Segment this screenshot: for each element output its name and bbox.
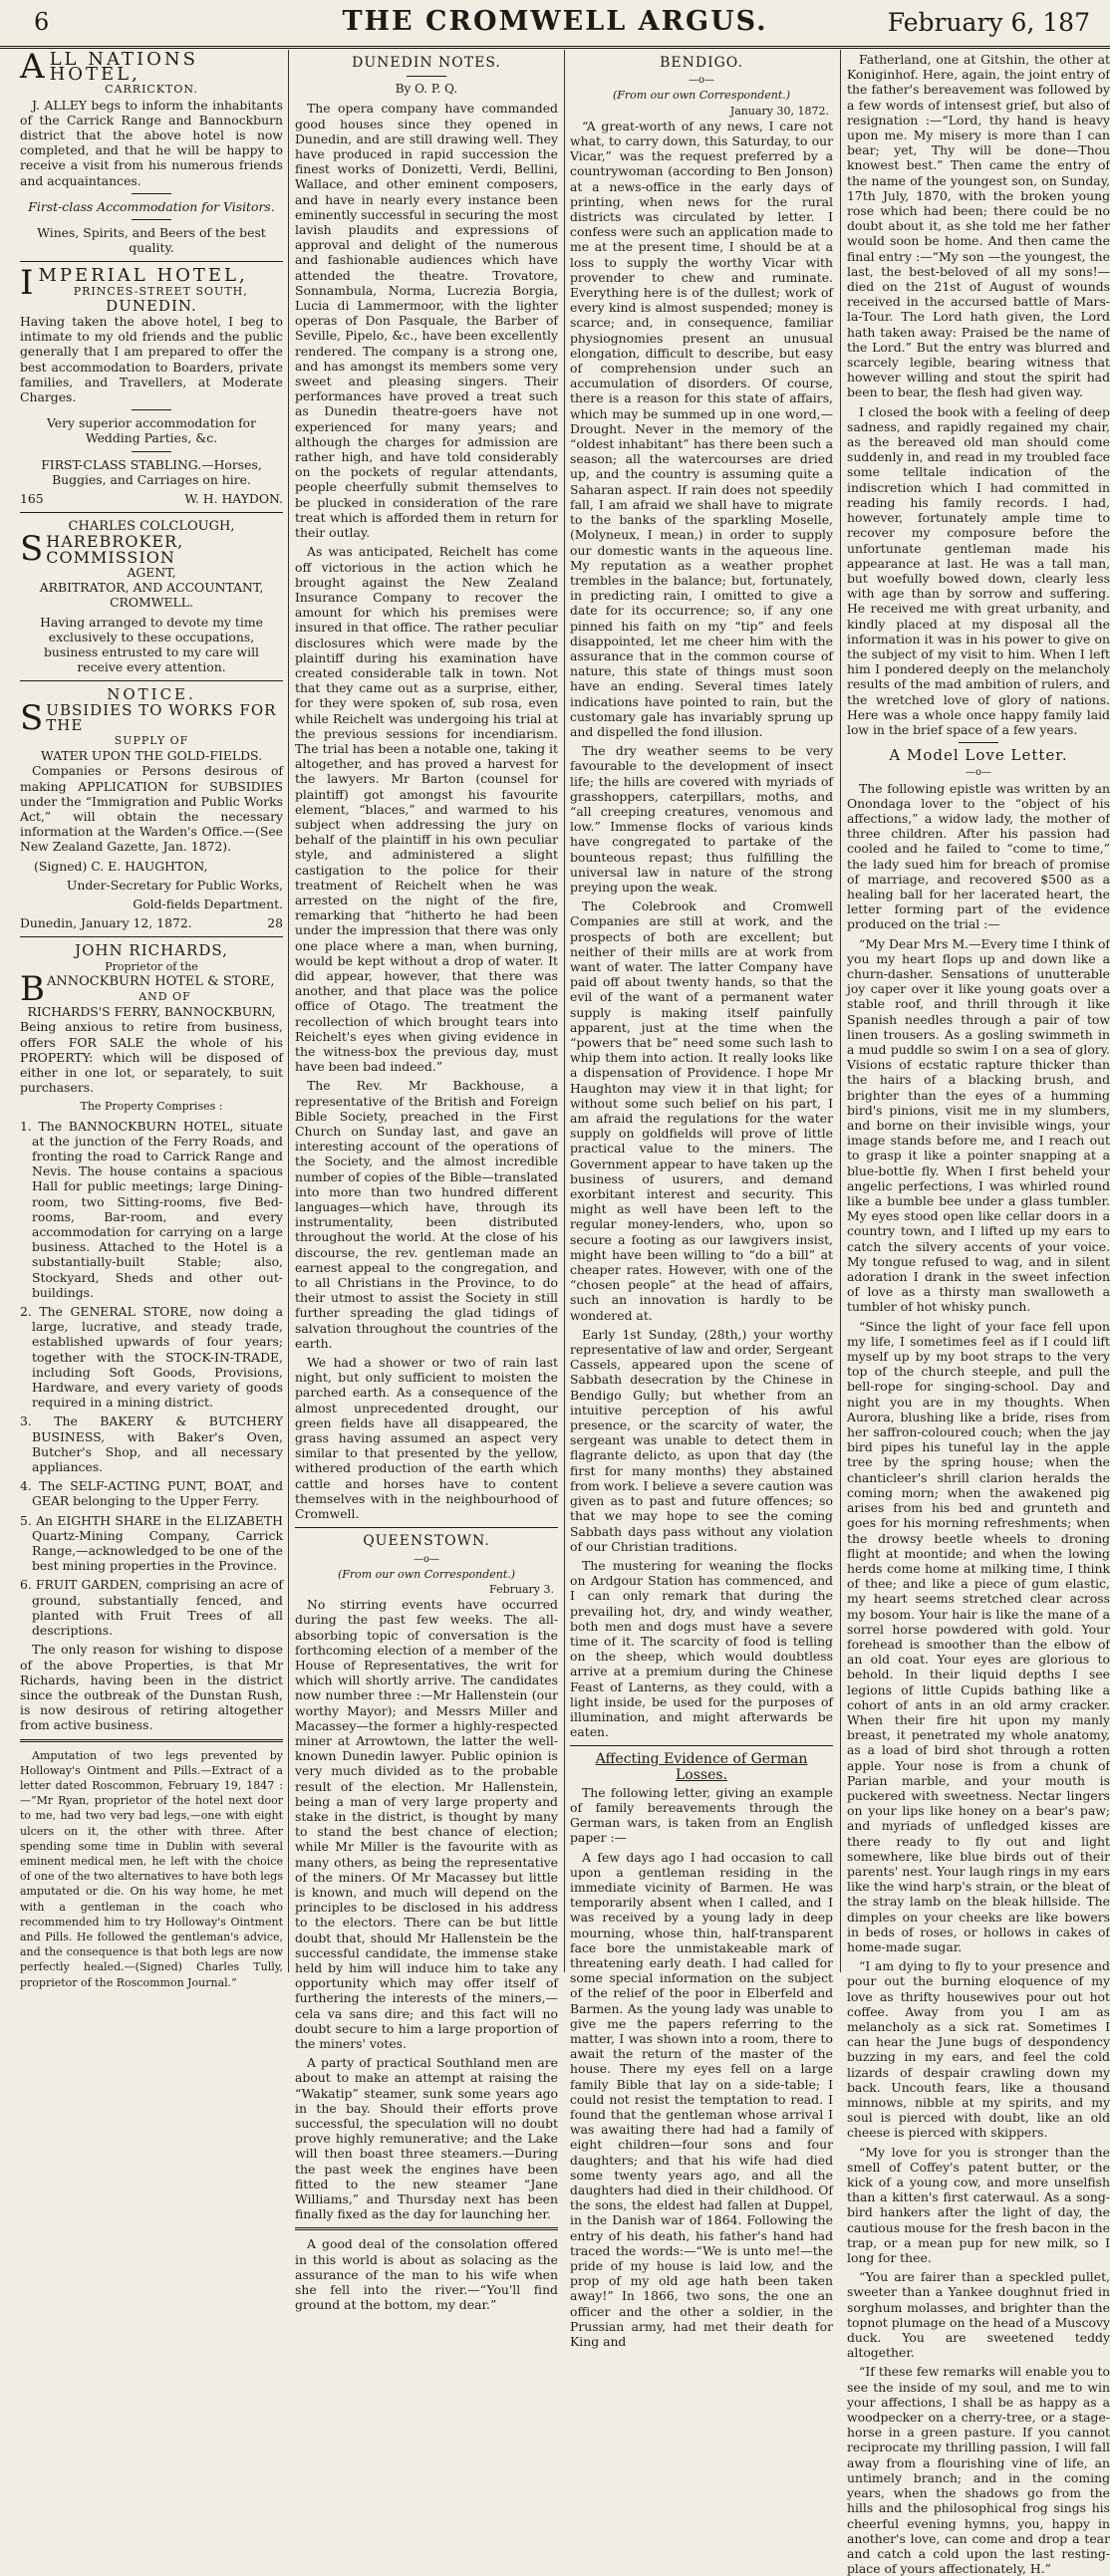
ornament: —o— (413, 1553, 440, 1565)
paragraph: “If these few remarks will enable you to see the inside of my soul, and me to win your affections, I shall be as happy as a woodpecker on a cherry-tree, or a stage-horse in a green pasture. If you cannot reciprocate my thrilling passion, I will fall away from a flourishing vine of life, an untimely branch; and in the coming years, when the shadows go from the hills and the philosophical frog sings his cheerful evening hymns, you, happy in another's love, can come and drop a tear and catch a cold upon the last resting-place of yours affectionately, H.” (847, 2364, 1110, 2576)
article-date: February 3. (489, 1582, 554, 1596)
ad-colclough (20, 519, 283, 674)
dropcap: A (20, 47, 48, 87)
newspaper-title: THE CROMWELL ARGUS. (342, 6, 768, 37)
dropcap: I (20, 263, 37, 304)
article-body (570, 1785, 833, 2350)
ad-body: Having taken the above hotel, I beg to intimate to my old friends and the public generally that I am prepared to offer the best accommodation to Boarders, private families, and Travellers, at Moderate Charges. (20, 314, 283, 405)
column-rule (840, 50, 841, 1972)
property-list-item: 2. The GENERAL STORE, now doing a large, lucrative, and steady trade, established upwards of four years; together with the STOCK-IN-TRADE, including Soft Goods, Provisions, Hardware, and every variety of goods required in a mining district. (20, 1304, 283, 1411)
paragraph: As was anticipated, Reichelt has come off victorious in the action which he brought against the New Zealand Insurance Company to recover the amount for which his premises were insured in that office. The rather peculiar disclosures which were made by the plaintiff during his examination have created considerable talk in town. Not that they came out as a surprise, either, for they were spoken of, sub rosa, even while Reichelt was undergoing his trial at the previous sessions for incendiarism. The trial has been a notable one, taking it altogether, and has proved a harvest for the lawyers. Mr Barton (counsel for plaintiff) got amongst his favourite element, “blaces,” and warmed to his subject when addressing the jury on behalf of the plaintiff in his own peculiar style, and administered a slight castigation to the police for their treatment of Reichelt when he was arrested on the night of the fire, remarking that “hitherto he had been under the impression that there was only one place where a man, when burning, would be kept without a drop of water. It did appear, however, that there was another, and that place was the police office of Otago. The treatment the recollection of which brought tears into Reichelt's eyes when giving evidence in the witness-box the previous day, must have been bad indeed.” (295, 544, 558, 1075)
article-heading: A Model Love Letter. (889, 746, 1068, 765)
ad-ferry: RICHARDS'S FERRY, BANNOCKBURN, (27, 1004, 276, 1020)
paragraph: Fatherland, one at Gitshin, the other at Koniginhof. Here, again, the joint entry of the father's bereavement was followed by a few words of intensest grief, but also of resignation :—“Lord, thy hand is heavy upon me. My misery is more than I can bear; yet, Thy will be done—Thou knowest best.” Then came the entry of the name of the youngest son, on Sunday, 17th July, 1870, with the broken young rose which had been; there could be no doubt about it, as she told me her father would soon be home. And then came the final entry :—“My son —the youngest, the last, the best-beloved of all my sons!—died on the 21st of August of wounds received in the accursed battle of Mars-la-Tour. The Lord hath given, the Lord hath taken away: Praised be the name of the Lord.” But the entry was blurred and scarcely legible, bearing witness that however willing and stout the spirit had been to bear, the flesh had given way. (847, 52, 1110, 400)
ad-location: CARRICKTON. (105, 83, 198, 97)
ad-stabling: FIRST-CLASS STABLING.—Horses, Buggies, and Carriages on hire. (41, 456, 262, 487)
property-list-item: 3. The BAKERY & BUTCHERY BUSINESS, with Baker's Oven, Butcher's Shop, and all necessary appliances. (20, 1414, 283, 1475)
article-body (847, 52, 1110, 737)
paragraph: The following epistle was written by an Onondaga lover to the “object of his affections,” a widow lady, the mother of three children. After his passion had cooled and he failed to “come to time,” the lady sued him for breach of promise of marriage, and recovered $500 as a healing ball for her lacerated heart, the letter forming part of the evidence produced on the trial :— (847, 780, 1110, 932)
ad-title: ANNOCKBURN HOTEL & STORE, (47, 973, 275, 989)
notice-role: Under-Secretary for Public Works, (66, 877, 283, 893)
divider (132, 409, 171, 410)
ornament: —o— (688, 75, 715, 87)
divider (295, 1527, 558, 1528)
paragraph: “Since the light of your face fell upon my life, I sometimes feel as if I could lift myself up by my boot straps to the very top of the church steeple, and pull the bell-rope for singing-school. Day and night you are in my thoughts. When Aurora, blushing like a bride, rises from her saffron-coloured couch; when the jay bird pipes his tuneful lay in the apple tree by the spring house; when the chanticleer's shrill clarion heralds the coming morn; when the awakened pig arises from his bed and grunteth and goes for his morning refreshments; when the drowsy beetle wheels to droning flight at moontide; and when the lowing herds come home at milking time, I think of thee; and like a piece of gum elastic, my heart seems stretched clear across my bosom. Your hair is like the mane of a sorrel horse powdered with gold. Your forehead is smoother than the elbow of an old coat. Your eyes are glorious to behold. In their liquid depths I see legions of little Cupids bathing like a cohort of ants in an old army cracker. When their fire hit upon my manly breast, it penetrated my whole anatomy, as a load of bird shot through a rotten apple. Your nose is from a chunk of Parian marble, and your mouth is puckered with sweetness. Nectar lingers on your lips like honey on a bear's paw; and myriads of unfledged kisses are there ready to fly out and light somewhere, like blue birds out of their parents' nest. Your laugh rings in my ears like the wind harp's strain, or the bleat of the stray lamb on the bleak hillside. The dimples on your cheeks are like bowers in beds of roses, or hollows in cakes of home-made sugar. (847, 1318, 1110, 1954)
divider (570, 1745, 833, 1746)
paragraph: The mustering for weaning the flocks on Ardgour Station has commenced, and I can only remark that during the prevailing hot, dry, and windy weather, both men and dogs must have a severe time of it. The scarcity of food is telling on the sheep, which would doubtless arrive at a premium during the Chinese Feast of Lanterns, as they could, with a light inside, be used for the purposes of illumination, and might afterwards be eaten. (570, 1557, 833, 1740)
dropcap: S (20, 697, 45, 738)
article-correspondent: (From our own Correspondent.) (337, 1567, 516, 1581)
divider (295, 2227, 558, 2230)
closing-anecdote: A good deal of the consolation offered in this world is about as solacing as the assurance of the man to his wife when she fell into the river.—“You'll find ground at the bottom, my dear.” (295, 2236, 558, 2313)
divider (132, 451, 171, 452)
article-correspondent: (From our own Correspondent.) (612, 89, 791, 103)
divider (20, 261, 283, 262)
notice-number: 28 (267, 915, 283, 931)
paragraph: A few days ago I had occasion to call upon a gentleman residing in the immediate vicinity of Barmen. He was temporarily absent when I called, and I was received by a young lady in deep mourning, whose thin, half-transparent face bore the unmistakeable mark of threatening early death. I had called for some special information on the subject of the relief of the poor in Elberfeld and Barmen. As the young lady was unable to give me the papers referring to the matter, I was shown into a room, there to await the return of the master of the house. There my eyes fell on a large family Bible that lay on a side-table; I could not resist the temptation to read. I found that the gentleman whose arrival I was awaiting there had had a family of eight children—four sons and four daughters; and that his wife had died some twenty years ago, and all the daughters had died in their childhood. Of the sons, the eldest had fallen at Duppel, in the Danish war of 1864. Following the entry of his death, his father's hand had traced the words:—“We is unto me!—the pride of my house is laid low, and the prop of my old age hath been taken away!” In 1866, two sons, the one an officer and the other a soldier, in the Prussian army, had met their death for King and (570, 1849, 833, 2350)
ad-accommodation: Very superior accommodation for Wedding Parties, &c. (46, 415, 257, 446)
article-body (295, 101, 558, 1521)
notice-title: UBSIDIES TO WORKS FOR THE (46, 700, 277, 734)
ad-body: Being anxious to retire from business, offers FOR SALE the whole of his PROPERTY: which will be disposed of either in one lot, or separately, to suit purchasers. (20, 1019, 283, 1096)
ad-title: LL NATIONS HOTEL, (49, 49, 198, 86)
divider (132, 193, 171, 194)
ad-number: 165 (20, 491, 44, 507)
ad-proprietor: Proprietor of the (105, 959, 198, 973)
notice-sub: WATER UPON THE GOLD-FIELDS. (40, 748, 263, 764)
divider (20, 1739, 283, 1742)
article-body (847, 781, 1110, 2576)
divider (407, 76, 446, 77)
ad-city: DUNEDIN. (106, 296, 197, 315)
column-bendigo (570, 52, 833, 2350)
ad-slogan: First-class Accommodation for Visitors. (28, 198, 275, 214)
masthead (0, 0, 1110, 49)
ad-body: J. ALLEY begs to inform the inhabitants of the Carrick Range and Bannockburn district that the above hotel is now completed, and that he will be happy to receive a visit from his numerous friends and acquaintances. (20, 97, 283, 188)
paragraph: “You are fairer than a speckled pullet, sweeter than a Yankee doughnut fried in sorghum molasses, and brighter than the topnot plumage on the head of a Muscovy duck. You are sweetened teddy altogether. (847, 2269, 1110, 2361)
paragraph: “I am dying to fly to your presence and pour out the burning eloquence of my love as thrifty housewives pour out hot coffee. Away from you I am as melancholy as a sick rat. Sometimes I can hear the June bugs of despondency buzzing in my ears, and feel the cold lizards of despair crawling down my back. Uncouth fears, like a thousand minnows, nibble at my spirits, and my soul is pierced with doubt, like an old cheese is pierced with skippers. (847, 1958, 1110, 2141)
column-rule (564, 50, 565, 1972)
ad-name: JOHN RICHARDS, (75, 941, 228, 960)
ad-and: AND OF (139, 989, 191, 1003)
page-number: 6 (34, 8, 50, 36)
paragraph: The following letter, giving an example of family bereavements through the German wars, is taken from an English paper :— (570, 1784, 833, 1846)
paragraph: A party of practical Southland men are about to make an attempt at raising the “Wakatip” steamer, sunk some years ago in the bay. Should their efforts prove successful, the speculation will no doubt prove highly remunerative; and the Lake will then boast three steamers.—During the past week the engines have been fitted to the new steamer “Jane Williams,” and Thursday next has been finally fixed as the day for launching her. (295, 2055, 558, 2222)
ad-all-nations-hotel (20, 47, 283, 256)
article-heading: DUNEDIN NOTES. (352, 55, 501, 71)
column-rule (288, 50, 289, 1972)
ad-town: CROMWELL. (110, 595, 193, 611)
article-date: January 30, 1872. (729, 104, 829, 118)
article-heading: BENDIGO. (660, 55, 743, 71)
ad-john-richards (20, 943, 283, 1732)
paragraph: “A great-worth of any news, I care not what, to carry down, this Saturday, to our Vicar,” was the request preferred by a countrywoman (according to Ben Jonson) at a news-office in the early days of printing, when news for the rural districts was circulated by letter. I confess were such an application made to me at the present time, I should be at a loss to supply the worthy Vicar with provender to chew and ruminate. Everything here is of the dullest; work of every kind is almost suspended; money is scarce; and, in consequence, familiar physiognomies present an unusual elongation, difficult to describe, but easy of comprehension under such an accumulation of disorders. Of course, there is a reason for this state of affairs, which may be summed up in one word,—Drought. Never in the memory of the “oldest inhabitant” has there been such a season; all the watercourses are dried up, and the country is assuming quite a Saharan aspect. If rain does not speedily fall, I am afraid we shall have to migrate to the banks of the sparkling Moselle, (Molyneux, I mean,) in order to supply our domestic wants in the aqueous line. My reputation as a weather prophet trembles in the balance; but, fortunately, in predicting rain, I omitted to give a date for its occurrence; so, if any one pinned his faith on my “tip” and feels disappointed, let me cheer him with the assurance that in the common course of nature, this state of things must soon have an ending. Several times lately indications have pointed to rain, but the customary gale has invariably sprung up and dispelled the fond illusion. (570, 118, 833, 739)
property-list-item: 6. FRUIT GARDEN, comprising an acre of ground, substantially fenced, and planted with Fruit Trees of all descriptions. (20, 1577, 283, 1639)
ad-role: AGENT, (127, 564, 176, 580)
dropcap: B (20, 968, 45, 1009)
article-heading: QUEENSTOWN. (363, 1533, 490, 1550)
ad-title: MPERIAL HOTEL, (38, 265, 248, 287)
column-continued (847, 52, 1110, 2576)
article-heading: Affecting Evidence of German Losses. (595, 1751, 808, 1783)
column-advertisements (20, 47, 283, 1989)
paragraph: No stirring events have occurred during the past few weeks. The all-absorbing topic of conversation is the forthcoming election of a member of the House of Representatives, the writ for which will shortly arrive. The candidates now number three :—Mr Hallenstein (our worthy Mayor); and Messrs Miller and Macassey—the former a highly-respected miner at Arrowtown, the latter the well-known Dunedin lawyer. Public opinion is very much divided as to the probable result of the election. Mr Hallenstein, being a man of very large property and stake in the district, is thought by many to stand the best chance of election; while Mr Miller is the favourite with as many others, as being the representative of the miners. Of Mr Macassey but little is known, and much will depend on the principles to be disclosed in his address to the electors. There can be but little doubt that, should Mr Hallenstein be the successful candidate, the immense stake held by him will induce him to take any opportunity which may offer itself of furthering the interests of the miners,—cela va sans dire; and this fact will no doubt secure to him a large proportion of the miners' votes. (295, 1597, 558, 2051)
ad-body: Having arranged to devote my time exclusively to these occupations, business entrusted to my care will receive every attention. (40, 614, 263, 675)
notice-sub: SUPPLY OF (114, 733, 189, 747)
property-list-heading: The Property Comprises : (80, 1100, 223, 1114)
notice-body: Companies or Persons desirous of making APPLICATION for SUBSIDIES under the “Immigration and Public Works Act,” will obtain the necessary information at the Warden's Office.—(See New Zealand Gazette, Jan. 1872). (20, 763, 283, 855)
article-byline: By O. P. Q. (395, 82, 458, 97)
ad-role: ARBITRATOR, AND ACCOUNTANT, (39, 580, 264, 596)
notice-subsidies (20, 687, 283, 930)
paragraph: I closed the book with a feeling of deep sadness, and rapidly regained my chair, as the bereaved old man should come suddenly in, and read in my troubled face some telltale indication of the indiscretion which I had committed in reading his family records. I had, however, fortunately ample time to recover my composure before the unfortunate gentleman made his appearance at last. He was a tall man, but woefully bowed down, clearly less with age than by sorrow and suffering. He received me with great urbanity, and kindly placed at my disposal all the information it was in his power to give on the subject of my visit to him. When I left him I pondered deeply on the melancholy results of the mad ambition of rulers, and the wretched love of glory of nations. Here was a whole once happy family laid low in the brief space of a few years. (847, 403, 1110, 737)
ad-location: PRINCES-STREET SOUTH, (73, 284, 248, 298)
paragraph: Early 1st Sunday, (28th,) your worthy representative of law and order, Sergeant Cassels, appeared upon the scene of Sabbath desecration by the Chinese in Bendigo Gully; but whether from an intuitive perception of his awful presence, or the scarcity of water, the sergeant was unable to detect them in flagrante delicto, as upon that day (the first for many months) they abstained from work. I believe a severe caution was given as to past and future offences; so that we may hope to see the coming Sabbath days pass without any violation of our Christian traditions. (570, 1326, 833, 1554)
notice-heading: NOTICE. (107, 685, 196, 704)
column-dunedin-notes (295, 52, 558, 2313)
dropcap: S (20, 529, 45, 570)
paragraph: The Rev. Mr Backhouse, a representative of the British and Foreign Bible Society, preached in the First Church on Sunday last, and gave an interesting account of the operations of the Society, and the almost incredible number of copies of the Bible—translated into more than two hundred different languages—which have, through its instrumentality, been distributed throughout the world. At the close of his discourse, the rev. gentleman made an earnest appeal to the congregation, and to all Christians in the Province, to do their utmost to assist the Society in still further spreading the glad tidings of salvation throughout the countries of the earth. (295, 1078, 558, 1351)
divider (132, 219, 171, 220)
ad-name: CHARLES COLCLOUGH, (68, 519, 235, 535)
article-body (570, 119, 833, 1740)
article-body (295, 1597, 558, 2221)
paragraph: The Colebrook and Cromwell Companies are still at work, and the prospects of both are excellent; but neither of their mills are at work from want of water. The latter Company have paid off about twenty hands, so that the evil of the want of a permanent water supply is making itself painfully apparent, just at the time when the “powers that be” need some such lash to whip them into action. It really looks like a dispensation of Providence. I hope Mr Haughton may view it in that light; for without some such belief on his part, I am afraid the regulations for the water supply on goldfields will prove of little practical value to the miners. The Government appear to have taken up the business of usurers, and demand exorbitant interest and security. This might as well have been left to the regular money-lenders, who, upon so secure a footing as our lawgivers insist, might have been willing to “do a bill” at cheaper rates. However, with one of the “chosen people” at the head of affairs, such an innovation is hardly to be wondered at. (570, 899, 833, 1323)
paragraph: We had a shower or two of rain last night, but only sufficient to moisten the parched earth. As a consequence of the almost unprecedented drought, our green fields have all disappeared, the grass having assumed an aspect very similar to that presented by the yellow, withered production of the earth which cattle and horses have to content themselves with in the neighbourhood of Cromwell. (295, 1355, 558, 1522)
paragraph: The dry weather seems to be very favourable to the development of insect life; the hills are covered with myriads of grasshoppers, caterpillars, moths, and “all creeping creatures, venomous and low.” Immense flocks of various kinds have congregated to partake of the bounteous repast; thus fulfilling the universal law in nature of the strong preying upon the weak. (570, 743, 833, 895)
ad-closing: The only reason for wishing to dispose of the above Properties, is that Mr Richards, having been in the district since the outbreak of the Dunstan Rush, is now desirous of retiring altogether from active business. (20, 1642, 283, 1733)
paragraph: “My Dear Mrs M.—Every time I think of you my heart flops up and down like a churn-dasher. Sensations of unutterable joy caper over it like young goats over a stable roof, and thrill through it like Spanish needles through a pair of tow linen trousers. As a gosling swimmeth in a mud puddle so swim I on a sea of glory. Visions of ecstatic rapture thicker than the hairs of a blacking brush, and brighter than the eyes of a humming bird's pinions, visit me in my slumbers, and borne on their invisible wings, your image stands before me, and I reach out to grasp it like a pointer snapping at a blue-bottle fly. When I first beheld your angelic perfections, I was whirled round like a bumble bee under a glass tumbler. My eyes stood open like cellar doors in a country town, and I lifted up my ears to catch the silvery accents of your voice. My tongue refused to wag, and in silent adoration I drank in the sweet infection of love as a thirsty man swalloweth a tumbler of hot whisky punch. (847, 935, 1110, 1315)
divider (20, 512, 283, 513)
notice-role: Gold-fields Department. (133, 896, 283, 911)
ornament: —o— (965, 767, 992, 779)
issue-date: February 6, 187 (887, 8, 1090, 37)
ad-signer: W. H. HAYDON. (184, 491, 283, 507)
property-list-item: 1. The BANNOCKBURN HOTEL, situate at the junction of the Ferry Roads, and fronting the road to Carrick Range and Nevis. The house contains a spacious Hall for public meetings; large Dining-room, two Sitting-rooms, five Bed-rooms, Bar-room, and every accommodation for carrying on a large business. Attached to the Hotel is a substantially-built Stable; also, Stockyard, Sheds and other out-buildings. (20, 1118, 283, 1300)
paragraph: “My love for you is stronger than the smell of Coffey's patent butter, or the kick of a young cow, and more unselfish than a kitten's first caterwaul. As a song-bird hankers after the light of day, the cautious mouse for the fresh bacon in the trap, or a mean pup for new milk, so I long for thee. (847, 2144, 1110, 2266)
ad-imperial-hotel (20, 263, 283, 507)
divider (20, 680, 283, 681)
property-list-item: 4. The SELF-ACTING PUNT, BOAT, and GEAR belonging to the Upper Ferry. (20, 1478, 283, 1509)
holloway-advert: Amputation of two legs prevented by Holloway's Ointment and Pills.—Extract of a letter dated Roscommon, February 19, 1847 :—“Mr Ryan, proprietor of the hotel next door to me, had two very bad legs,—one with eight ulcers on it, the other with three. After spending some time in Dublin with several eminent medical men, he left with the choice of one of the two alternatives to have both legs amputated or die. On his way home, he met with a gentleman in the coach who recommended him to try Holloway's Ointment and Pills. He followed the gentleman's advice, and the consequence is that both legs are now perfectly healed.—(Signed) Charles Tully, proprietor of the Roscommon Journal.” (20, 1748, 283, 1989)
notice-date: Dunedin, January 12, 1872. (20, 915, 192, 931)
property-list (20, 1119, 283, 1639)
paragraph: The opera company have commanded good houses since they opened in Dunedin, and are still drawing well. They have produced in rapid succession the finest works of Donizetti, Verdi, Bellini, Wallace, and other eminent composers, and have in nearly every instance been eminently successful in securing the most lavish plaudits and expressions of approval and delight of the numerous and fashionable audiences which have attended the theatre. Trovatore, Sonnambula, Norma, Lucrezia Borgia, Lucia di Lammermoor, with the lighter operas of Don Pasquale, the Barber of Seville, Pipelo, &c., have been excellently rendered. The company is a strong one, and has amongst its members some very sweet and pleasing singers. Their performances have proved a treat such as Dunedin theatre-goers have not experienced for many years; and although the charges for admission are rather high, and have told considerably on the pockets of regular attendants, people cheerfully submit themselves to be plucked in consideration of the rare treat which is afforded them in return for their outlay. (295, 101, 558, 541)
divider (20, 936, 283, 937)
property-list-item: 5. An EIGHTH SHARE in the ELIZABETH Quartz-Mining Company, Carrick Range,—acknowledged to be one of the best mining properties in the Province. (20, 1512, 283, 1574)
ad-footer: Wines, Spirits, and Beers of the best quality. (37, 225, 266, 256)
ad-title: HAREBROKER, COMMISSION (46, 532, 184, 567)
divider (959, 742, 998, 743)
notice-signed: (Signed) C. E. HAUGHTON, (34, 858, 208, 874)
